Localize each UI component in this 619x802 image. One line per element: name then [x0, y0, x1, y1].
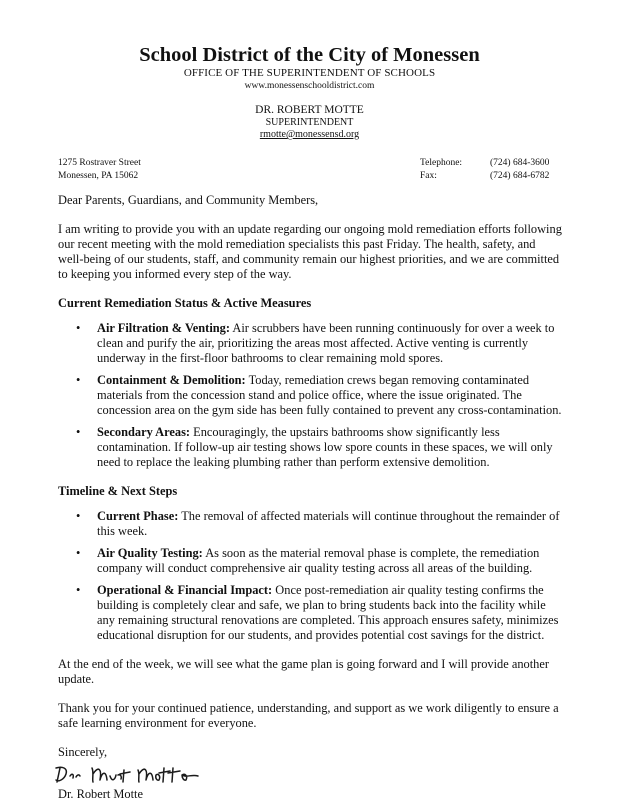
- signature-strokes: [56, 767, 198, 782]
- list-item-text: Today, remediation crews began removing contaminated materials from the concession stand and police office, where the issue originated. The concession area on the gym side has been fully contained to prevent any cross-contamination.: [97, 373, 562, 417]
- list-item-title: Current Phase:: [97, 509, 179, 523]
- telephone-row: [420, 157, 549, 170]
- address-line-2: Monessen, PA 15062: [58, 171, 139, 181]
- thanks-paragraph: Thank you for your continued patience, understanding, and support as we work diligently to ensure a safe learning environment for everyone.: [58, 701, 559, 730]
- list-item-title: Secondary Areas:: [97, 425, 191, 439]
- list-item-title: Operational & Financial Impact:: [97, 583, 273, 597]
- bullet-icon: •: [76, 425, 81, 439]
- intro-paragraph: I am writing to provide you with an update regarding our ongoing mold remediation efforts following our recent meeting with the mold remediation specialists this past Friday. The health, safety, and well-being of our students, staff, and community remain our highest priorities, and we are committed to keeping you informed every step of the way.: [58, 222, 562, 281]
- list-item-text: Once post-remediation air quality testing confirms the building is completely clear and safe, we plan to bring students back into the facility while any remaining structural renovations are completed. This approach ensures safety, minimizes educational disruption for our students, and provides potential cost savings for the district.: [97, 583, 559, 642]
- contact-info: [420, 157, 549, 183]
- list-item: [58, 321, 562, 366]
- bullet-icon: •: [76, 509, 81, 523]
- website: www.monessenschooldistrict.com: [244, 81, 375, 91]
- office-name: OFFICE OF THE SUPERINTENDENT OF SCHOOLS: [183, 67, 436, 79]
- signature: [58, 760, 562, 787]
- district-address: [58, 157, 141, 183]
- superintendent-name: DR. ROBERT MOTTE: [255, 104, 364, 116]
- remediation-list: [58, 321, 562, 470]
- fax-row: [420, 170, 549, 183]
- superintendent-email: rmotte@monessensd.org: [259, 129, 360, 140]
- list-item: [58, 583, 562, 643]
- list-item-title: Air Quality Testing:: [97, 546, 203, 560]
- letter-body: [58, 193, 562, 802]
- bullet-icon: •: [76, 321, 81, 335]
- list-item-text: As soon as the material removal phase is complete, the remediation company will conduct comprehensive air quality testing across all areas of the building.: [97, 546, 540, 575]
- telephone-number: (724) 684-3600: [490, 158, 550, 168]
- superintendent-block: [0, 103, 619, 141]
- address-line-1: 1275 Rostraver Street: [58, 158, 141, 168]
- fax-label: Fax:: [420, 171, 437, 181]
- list-item: [58, 373, 562, 418]
- signer-name: Dr. Robert Motte: [58, 787, 144, 801]
- bullet-icon: •: [76, 373, 81, 387]
- list-item-title: Air Filtration & Venting:: [97, 321, 230, 335]
- end-of-week-paragraph: At the end of the week, we will see what the game plan is going forward and I will provide another update.: [58, 657, 550, 686]
- list-item-text: Air scrubbers have been running continuously for over a week to clean and purify the air, prioritizing the areas most affected. Active venting is currently underway in the first-floor bathrooms to clear remaining mold spores.: [97, 321, 555, 365]
- fax-number: (724) 684-6782: [490, 171, 550, 181]
- list-item: [58, 509, 562, 539]
- superintendent-title: SUPERINTENDENT: [265, 117, 354, 128]
- list-item-title: Containment & Demolition:: [97, 373, 246, 387]
- closing: Sincerely,: [58, 745, 108, 759]
- section-heading-remediation: Current Remediation Status & Active Measures: [58, 296, 312, 310]
- district-name: School District of the City of Monessen: [139, 44, 480, 66]
- list-item-text: The removal of affected materials will continue throughout the remainder of this week.: [97, 509, 560, 538]
- letterhead: [0, 44, 619, 141]
- bullet-icon: •: [76, 546, 81, 560]
- bullet-icon: •: [76, 583, 81, 597]
- section-heading-timeline: Timeline & Next Steps: [58, 484, 178, 498]
- telephone-label: Telephone:: [420, 158, 463, 168]
- timeline-list: [58, 509, 562, 643]
- list-item: [58, 425, 562, 470]
- greeting: Dear Parents, Guardians, and Community Members,: [58, 193, 319, 207]
- list-item-text: Encouragingly, the upstairs bathrooms show significantly less contamination. If follow-up air testing shows low spore counts in these spaces, we will only need to replace the leaking plumbing rather than perform extensive demolition.: [97, 425, 553, 469]
- list-item: [58, 546, 562, 576]
- signature-icon: [52, 760, 212, 788]
